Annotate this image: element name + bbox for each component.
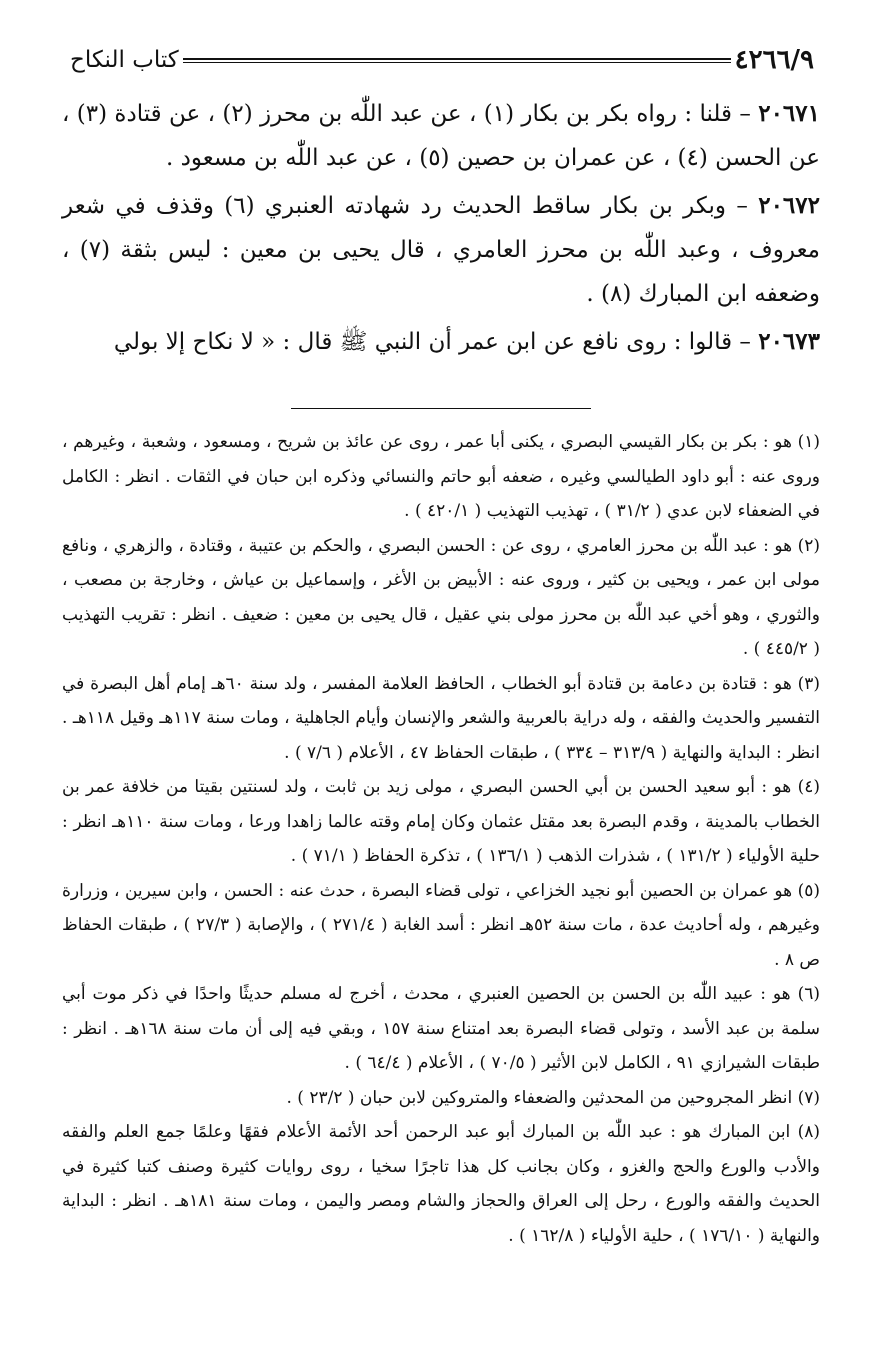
entry-20672 — [62, 184, 820, 316]
entry-number: ٢٠٦٧٢ — [758, 192, 820, 219]
entry-text: – قالوا : روى نافع عن ابن عمر أن النبي ﷺ قال : « لا نكاح إلا بولي — [113, 329, 751, 355]
entry-number: ٢٠٦٧٣ — [758, 328, 820, 355]
entry-text: – وبكر بن بكار ساقط الحديث رد شهادته العنبري (٦) وقذف في شعر معروف ، وعبد اللّٰه بن محرز العامري ، قال يحيى بن معين : ليس بثقة (٧) ، وضعفه ابن المبارك (٨) . — [62, 193, 820, 307]
page — [62, 38, 820, 1253]
footnote-2: (٢) هو : عبد اللّٰه بن محرز العامري ، روى عن : الحسن البصري ، والحكم بن عتيبة ، وقتادة ، والزهري ، ونافع مولى ابن عمر ، ويحيى بن كثير ، وروى عنه : الأبيض بن الأغر ، وإسماعيل بن عياش ، وخارجة بن مصعب ، والثوري ، وهو أخي عبد اللّٰه بن محرز مولى بني عقيل ، قال يحيى بن معين : ضعيف . انظر : تقريب التهذيب ( ٤٤٥/٢ ) . — [62, 535, 820, 659]
footnote-1: (١) هو : بكر بن بكار القيسي البصري ، يكنى أبا عمر ، روى عن عائذ بن شريح ، ومسعود ، وشعبة ، وغيرهم ، وروى عنه : أبو داود الطيالسي وغيره ، ضعفه أبو حاتم والنسائي وذكره ابن حبان في الثقات . انظر : الكامل في الضعفاء لابن عدي ( ٣١/٢ ) ، تهذيب التهذيب ( ٤٢٠/١ ) . — [62, 432, 820, 521]
footnote-4: (٤) هو : أبو سعيد الحسن بن أبي الحسن البصري ، مولى زيد بن ثابت ، ولد لسنتين بقيتا من خلافة عمر بن الخطاب بالمدينة ، وقدم البصرة بعد مقتل عثمان وكان إمام وقته عالما زاهدا ورعا ، ومات سنة ١١٠هـ انظر : حلية الأولياء ( ١٣١/٢ ) ، شذرات الذهب ( ١٣٦/١ ) ، تذكرة الحفاظ ( ٧١/١ ) . — [62, 777, 820, 866]
footnote-divider-wrap — [62, 368, 820, 425]
footnote-8: (٨) ابن المبارك هو : عبد اللّٰه بن المبارك أبو عبد الرحمن أحد الأئمة الأعلام فقهًا وعلمًا جمع العلم والفقه والأدب والورع والحج والغزو ، وكان بجانب كل هذا تاجرًا سخيا ، روى روايات كثيرة وصنف كتبا كثيرة في الحديث والفقه والورع ، رحل إلى العراق والحجاز والشام ومصر واليمن ، ومات سنة ١٨١هـ . انظر : البداية والنهاية ( ١٧٦/١٠ ) ، حلية الأولياء ( ١٦٢/٨ ) . — [62, 1122, 820, 1246]
entry-number: ٢٠٦٧١ — [758, 100, 820, 127]
header-rule — [183, 58, 731, 63]
footnotes — [62, 425, 820, 1253]
entry-text: – قلنا : رواه بكر بن بكار (١) ، عن عبد اللّٰه بن محرز (٢) ، عن قتادة (٣) ، عن الحسن (٤) ، عن عمران بن حصين (٥) ، عن عبد اللّٰه بن مسعود . — [62, 101, 820, 171]
entry-20673 — [62, 320, 820, 364]
chapter-title: كتاب النكاح — [70, 47, 179, 73]
page-number: ٤٢٦٦/٩ — [734, 45, 814, 75]
footnote-5: (٥) هو عمران بن الحصين أبو نجيد الخزاعي ، تولى قضاء البصرة ، حدث عنه : الحسن ، وابن سيرين ، وزرارة وغيرهم ، وله أحاديث عدة ، مات سنة ٥٢هـ انظر : أسد الغابة ( ٢٧١/٤ ) ، والإصابة ( ٢٧/٣ ) ، طبقات الحفاظ ص ٨ . — [62, 880, 820, 970]
footnote-7: (٧) انظر المجروحين من المحدثين والضعفاء والمتروكين لابن حبان ( ٢٣/٢ ) . — [286, 1087, 820, 1108]
running-header — [62, 38, 820, 82]
entry-20671 — [62, 92, 820, 180]
footnote-3: (٣) هو : قتادة بن دعامة بن قتادة أبو الخطاب ، الحافظ العلامة المفسر ، ولد سنة ٦٠هـ إمام أهل البصرة في التفسير والحديث والفقه ، وله دراية بالعربية والشعر والإنسان وأيام الجاهلية ، ومات سنة ١١٧هـ وقيل ١١٨هـ . انظر : البداية والنهاية ( ٣١٣/٩ – ٣٣٤ ) ، طبقات الحفاظ ٤٧ ، الأعلام ( ٧/٦ ) . — [62, 673, 821, 763]
main-text — [62, 92, 820, 364]
footnote-6: (٦) هو : عبيد اللّٰه بن الحسن بن الحصين العنبري ، محدث ، أخرج له مسلم حديثًا واحدًا في ذكر موت أبي سلمة بن عبد الأسد ، وتولى قضاء البصرة بعد امتناع سنة ١٥٧ ، وبقي فيه إلى أن مات سنة ١٦٨هـ . انظر : طبقات الشيرازي ٩١ ، الكامل لابن الأثير ( ٧٠/٥ ) ، الأعلام ( ٦٤/٤ ) . — [62, 984, 820, 1073]
footnote-divider — [291, 408, 591, 409]
